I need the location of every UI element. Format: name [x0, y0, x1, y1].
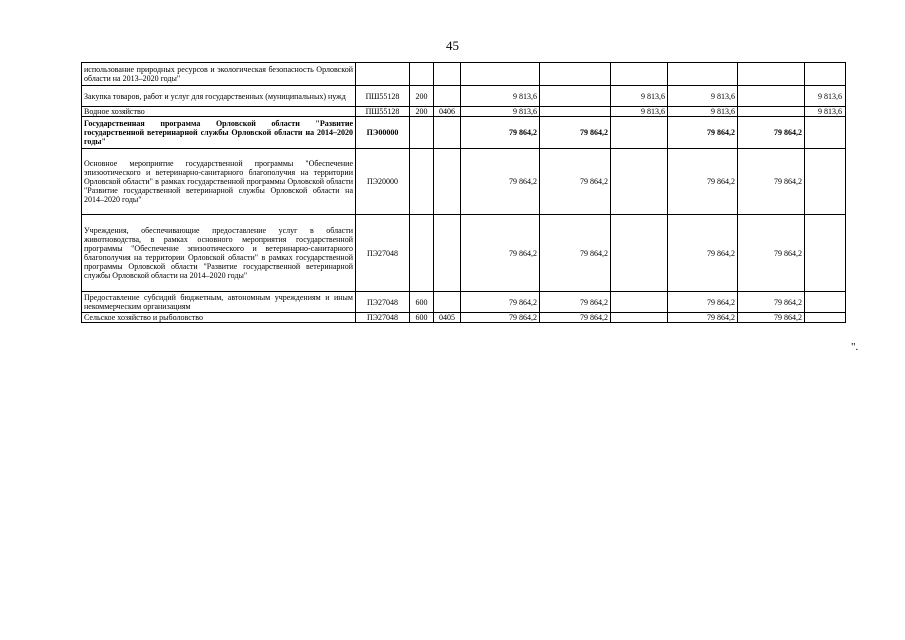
expense-type: 600: [410, 292, 434, 313]
section-code: [434, 292, 461, 313]
section-code: 0405: [434, 313, 461, 323]
amount-2: [540, 63, 611, 86]
amount-5: [738, 63, 805, 86]
amount-1: 79 864,2: [461, 292, 540, 313]
target-code: ПЭ27048: [356, 215, 410, 292]
expense-type: [410, 63, 434, 86]
closing-quote-mark: ".: [851, 341, 859, 353]
amount-3: 9 813,6: [611, 107, 668, 117]
amount-6: 9 813,6: [805, 86, 846, 107]
row-name: Учреждения, обеспечивающие предоставление услуг в области животноводства, в рамках основного мероприятия государственной программы "Обеспечение эпизоотического и ветеринарно-санитарного благополучия на территории Орловской области" в рамках государственной программы Орловской области "Развитие государственной ветеринарной службы Орловской области на 2014–2020 годы": [82, 215, 356, 292]
row-name: Государственная программа Орловской области "Развитие государственной ветеринарной службы Орловской области на 2014–2020 годы": [82, 117, 356, 149]
expense-type: 200: [410, 86, 434, 107]
row-name: Водное хозяйство: [82, 107, 356, 117]
expense-type: [410, 149, 434, 215]
amount-1: 79 864,2: [461, 313, 540, 323]
amount-3: [611, 313, 668, 323]
target-code: ПШ55128: [356, 86, 410, 107]
amount-4: 9 813,6: [668, 86, 738, 107]
amount-2: 79 864,2: [540, 117, 611, 149]
row-name: Закупка товаров, работ и услуг для государственных (муниципальных) нужд: [82, 86, 356, 107]
amount-1: [461, 63, 540, 86]
amount-4: 79 864,2: [668, 313, 738, 323]
row-name: Основное мероприятие государственной программы "Обеспечение эпизоотического и ветеринарно-санитарного благополучия на территории Орловской области" в рамках государственной программы Орловской области "Развитие государственной ветеринарной службы Орловской области на 2014–2020 годы": [82, 149, 356, 215]
section-code: [434, 215, 461, 292]
table-row: [82, 313, 846, 323]
amount-3: [611, 215, 668, 292]
section-code: [434, 86, 461, 107]
amount-5: 79 864,2: [738, 117, 805, 149]
amount-2: 79 864,2: [540, 215, 611, 292]
amount-6: [805, 63, 846, 86]
amount-1: 79 864,2: [461, 215, 540, 292]
amount-1: 9 813,6: [461, 86, 540, 107]
target-code: ПЭ00000: [356, 117, 410, 149]
target-code: ПЭ27048: [356, 313, 410, 323]
amount-5: 79 864,2: [738, 149, 805, 215]
amount-2: 79 864,2: [540, 149, 611, 215]
amount-5: 79 864,2: [738, 313, 805, 323]
expense-type: 200: [410, 107, 434, 117]
target-code: [356, 63, 410, 86]
amount-3: [611, 149, 668, 215]
amount-4: 9 813,6: [668, 107, 738, 117]
amount-5: 79 864,2: [738, 215, 805, 292]
amount-4: 79 864,2: [668, 117, 738, 149]
amount-6: 9 813,6: [805, 107, 846, 117]
amount-6: [805, 149, 846, 215]
amount-6: [805, 313, 846, 323]
amount-3: 9 813,6: [611, 86, 668, 107]
budget-table: [81, 62, 846, 323]
row-name: Сельское хозяйство и рыболовство: [82, 313, 356, 323]
amount-6: [805, 292, 846, 313]
expense-type: 600: [410, 313, 434, 323]
amount-4: 79 864,2: [668, 292, 738, 313]
amount-1: 9 813,6: [461, 107, 540, 117]
section-code: [434, 117, 461, 149]
amount-4: 79 864,2: [668, 215, 738, 292]
target-code: ПЭ27048: [356, 292, 410, 313]
row-name: Предоставление субсидий бюджетным, автономным учреждениям и иным некоммерческим организациям: [82, 292, 356, 313]
amount-2: [540, 107, 611, 117]
section-code: [434, 149, 461, 215]
amount-4: 79 864,2: [668, 149, 738, 215]
target-code: ПЭ20000: [356, 149, 410, 215]
table-row: [82, 86, 846, 107]
table-row: [82, 292, 846, 313]
table-row: [82, 149, 846, 215]
amount-4: [668, 63, 738, 86]
section-code: [434, 63, 461, 86]
amount-3: [611, 292, 668, 313]
amount-2: 79 864,2: [540, 313, 611, 323]
amount-3: [611, 117, 668, 149]
amount-5: [738, 86, 805, 107]
amount-6: [805, 117, 846, 149]
amount-6: [805, 215, 846, 292]
amount-2: 79 864,2: [540, 292, 611, 313]
table-row: [82, 215, 846, 292]
amount-2: [540, 86, 611, 107]
table-row: [82, 117, 846, 149]
page-number: 45: [446, 38, 459, 53]
table-row: [82, 107, 846, 117]
table-row: [82, 63, 846, 86]
expense-type: [410, 117, 434, 149]
row-name: использование природных ресурсов и экологическая безопасность Орловской области на 2013–2020 годы": [82, 63, 356, 86]
amount-5: [738, 107, 805, 117]
amount-5: 79 864,2: [738, 292, 805, 313]
expense-type: [410, 215, 434, 292]
amount-1: 79 864,2: [461, 117, 540, 149]
amount-3: [611, 63, 668, 86]
amount-1: 79 864,2: [461, 149, 540, 215]
target-code: ПШ55128: [356, 107, 410, 117]
section-code: 0406: [434, 107, 461, 117]
